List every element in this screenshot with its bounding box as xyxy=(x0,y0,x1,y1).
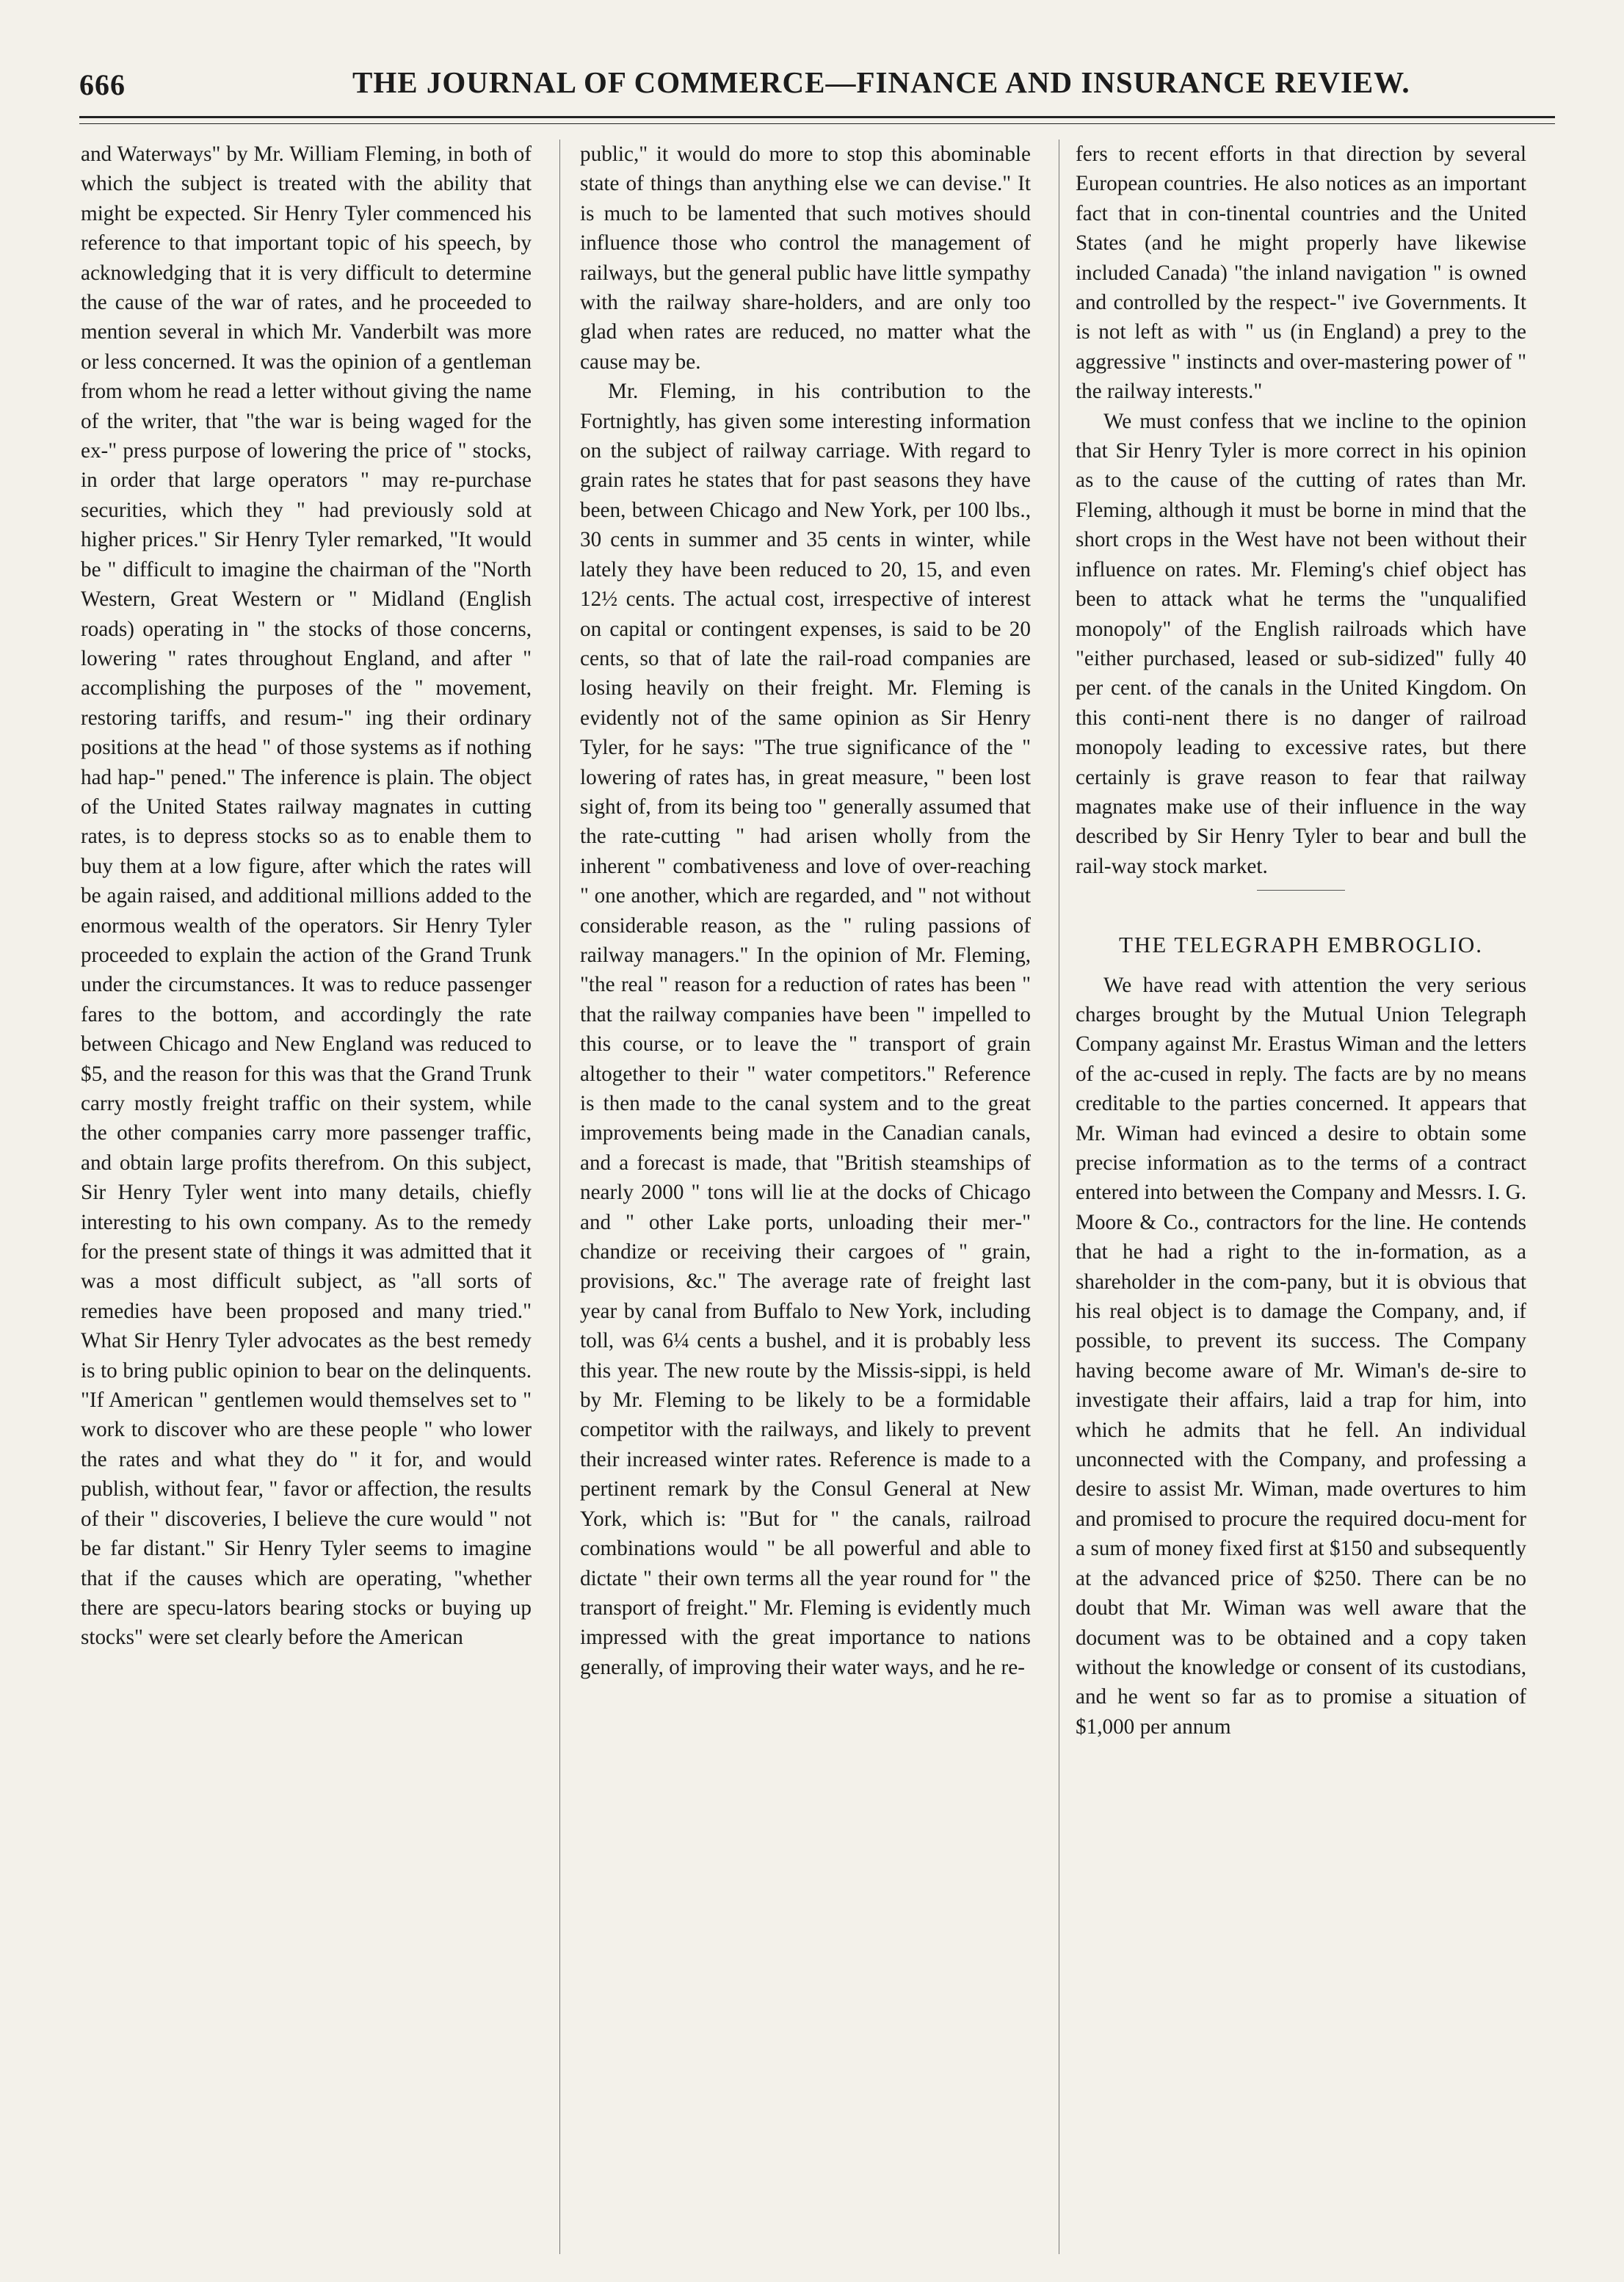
column-divider-1 xyxy=(559,140,560,2254)
section-title: THE TELEGRAPH EMBROGLIO. xyxy=(1118,932,1484,958)
column-3 xyxy=(1076,140,1526,1742)
section-divider xyxy=(1257,890,1345,891)
column-1 xyxy=(81,140,532,1653)
header-rule-thin xyxy=(79,123,1555,124)
paragraph: We have read with attention the very serious charges brought by the Mutual Union Telegraph Company against Mr. Erastus Wiman and the letters of the ac-cused in reply. The facts are by no means creditable to the parties concerned. It appears that Mr. Wiman had evinced a desire to obtain some precise information as to the terms of a contract entered into between the Company and Messrs. I. G. Moore & Co., contractors for the line. He contends that he had a right to the in-formation, as a shareholder in the com-pany, but it is obvious that his real object is to damage the Company, and, if possible, to prevent its success. The Company having become aware of Mr. Wiman's de-sire to investigate their affairs, laid a trap for him, into which he admits that he fell. An individual unconnected with the Company, and professing a desire to assist Mr. Wiman, made overtures to him and promised to procure the required docu-ment for a sum of money fixed first at $150 and subsequently at the advanced price of $250. There can be no doubt that Mr. Wiman was well aware that the document was to be obtained and a copy taken without the knowledge or consent of its custodians, and he went so far as to promise a situation of $1,000 per annum xyxy=(1076,973,1526,1739)
paragraph: public," it would do more to stop this abominable state of things than anything else we can devise." It is much to be lamented that such motives should influence those who control the management of railways, but the general public have little sympathy with the railway share-holders, and are only too glad when rates are reduced, no matter what the cause may be. xyxy=(580,142,1031,374)
header-rule-thick xyxy=(79,116,1555,118)
paragraph: Mr. Fleming, in his contribution to the Fortnightly, has given some interesting information on the subject of railway carriage. With regard to grain rates he states that for past seasons they have been, between Chicago and New York, per 100 lbs., 30 cents in summer and 35 cents in winter, while lately they have been reduced to 20, 15, and even 12½ cents. The actual cost, irrespective of interest on capital or contingent expenses, is said to be 20 cents, so that of late the rail-road companies are losing heavily on their freight. Mr. Fleming is evidently not of the same opinion as Sir Henry Tyler, for he says: "The true significance of the " lowering of rates has, in great measure, " been lost sight of, from its being too " generally assumed that the rate-cutting " had arisen wholly from the inherent " combativeness and love of over-reaching " one another, which are regarded, and " not without considerable reason, as the " ruling passions of railway managers." In the opinion of Mr. Fleming, "the real " reason for a reduction of rates has been " that the railway companies have been " impelled to this course, or to leave the " transport of grain altogether to their " water competitors." Reference is then made to the canal system and to the great improvements being made in the Canadian canals, and a forecast is made, that "British steamships of nearly 2000 " tons will lie at the docks of Chicago and " other Lake ports, unloading their mer-" chandize or receiving their cargoes of " grain, provisions, &c." The average rate of freight last year by canal from Buffalo to New York, including toll, was 6¼ cents a bushel, and it is probably less this year. The new route by the Missis-sippi, is held by Mr. Fleming to be likely to be a formidable competitor with the railways, and likely to prevent their increased winter rates. Reference is made to a pertinent remark by the Consul General at New York, which is: "But for " the canals, railroad combinations would " be all powerful and able to dictate " their own terms all the year round for " the transport of freight." Mr. Fleming is evidently much impressed with the great importance to nations generally, of improving their water ways, and he re- xyxy=(580,380,1031,1679)
column-2 xyxy=(580,140,1031,1682)
page-number: 666 xyxy=(79,68,126,101)
paragraph: We must confess that we incline to the opinion that Sir Henry Tyler is more correct in his opinion as to the cause of the cutting of rates than Mr. Fleming, although it must be borne in mind that the short crops in the West have not been without their influence on rates. Mr. Fleming's chief object has been to attack what he terms the "unqualified monopoly" of the English railroads which have "either purchased, leased or sub-sidized" fully 40 per cent. of the canals in the United Kingdom. On this conti-nent there is no danger of railroad monopoly leading to excessive rates, but there certainly is grave reason to fear that railway magnates make use of their influence in the way described by Sir Henry Tyler to bear and bull the rail-way stock market. xyxy=(1076,409,1526,878)
paragraph: fers to recent efforts in that direction by several European countries. He also notices as an important fact that in con-tinental countries and the United States (and he might properly have likewise included Canada) "the inland navigation " is owned and controlled by the respect-" ive Governments. It is not left as with " us (in England) a prey to the aggressive " instincts and over-mastering power of " the railway interests." xyxy=(1076,142,1526,404)
running-head: THE JOURNAL OF COMMERCE—FINANCE AND INSURANCE REVIEW. xyxy=(352,65,1410,99)
paragraph: and Waterways" by Mr. William Fleming, in both of which the subject is treated with the ability that might be expected. Sir Henry Tyler commenced his reference to that important topic of his speech, by acknowledging that it is very difficult to determine the cause of the war of rates, and he proceeded to mention several in which Mr. Vanderbilt was more or less concerned. It was the opinion of a gentleman from whom he read a letter without giving the name of the writer, that "the war is being waged for the ex-" press purpose of lowering the price of " stocks, in order that large operators " may re-purchase securities, which they " had previously sold at higher prices." Sir Henry Tyler remarked, "It would be " difficult to imagine the chairman of the "North Western, Great Western or " Midland (English roads) operating in " the stocks of those concerns, lowering " rates throughout England, and after " accomplishing the purposes of the " movement, restoring tariffs, and resum-" ing their ordinary positions at the head " of those systems as if nothing had hap-" pened." The inference is plain. The object of the United States railway magnates in cutting rates, is to depress stocks so as to enable them to buy them at a low figure, after which the rates will be again raised, and additional millions added to the enormous wealth of the operators. Sir Henry Tyler proceeded to explain the action of the Grand Trunk under the circumstances. It was to reduce passenger fares to the bottom, and accordingly the rate between Chicago and New England was reduced to $5, and the reason for this was that the Grand Trunk carry mostly freight traffic on their system, while the other companies carry more passenger traffic, and obtain large profits therefrom. On this subject, Sir Henry Tyler went into many details, chiefly interesting to his own company. As to the remedy for the present state of things it was admitted that it was a most difficult subject, as "all sorts of remedies have been proposed and many tried." What Sir Henry Tyler advocates as the best remedy is to bring public opinion to bear on the delinquents. "If American " gentlemen would themselves set to " work to discover who are these people " who lower the rates and what they do " it for, and would publish, without fear, " favor or affection, the results of their " discoveries, I believe the cure would " not be far distant." Sir Henry Tyler seems to imagine that if the causes which are operating, "whether there are specu-lators bearing stocks or buying up stocks" were set clearly before the American xyxy=(81,142,532,1650)
